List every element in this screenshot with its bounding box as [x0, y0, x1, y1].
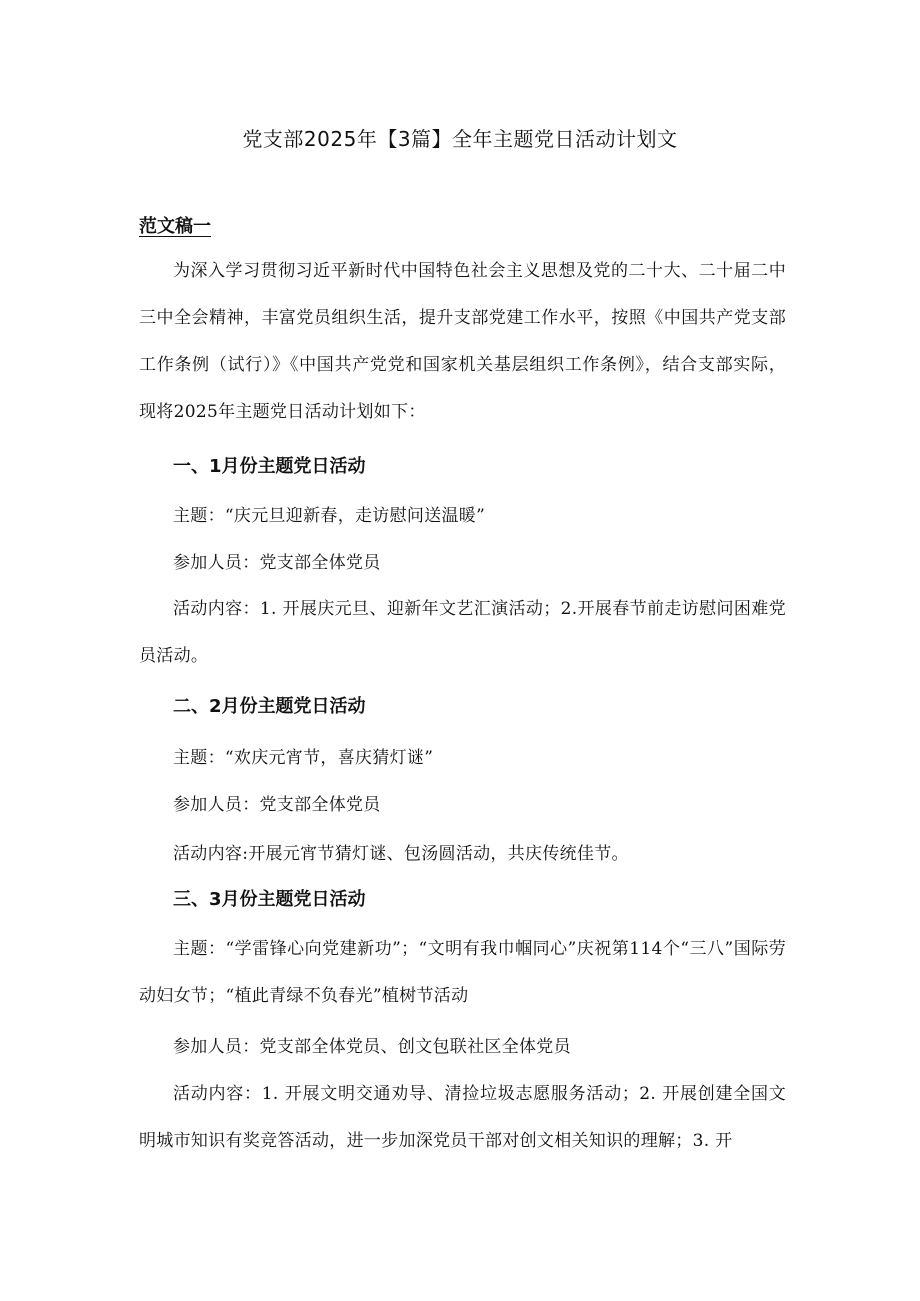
month3-content: 活动内容：1. 开展文明交通劝导、清捡垃圾志愿服务活动；2. 开展创建全国文明城市知识有奖竞答活动，进一步加深党员干部对创文相关知识的理解；3. 开 — [139, 1084, 786, 1151]
month1-heading: 一、1月份主题党日活动 — [173, 456, 366, 477]
intro-paragraph: 为深入学习贯彻习近平新时代中国特色社会主义思想及党的二十大、二十届二中三中全会精神，丰富党员组织生活，提升支部党建工作水平，按照《中国共产党支部工作条例（试行）》《中国共产党党和国家机关基层组织工作条例》，结合支部实际，现将2025年主题党日活动计划如下： — [139, 261, 786, 422]
month2-content: 活动内容:开展元宵节猜灯谜、包汤圆活动，共庆传统佳节。 — [173, 844, 629, 864]
month1-participants: 参加人员：党支部全体党员 — [173, 553, 381, 573]
month1-theme: 主题：“庆元旦迎新春，走访慰问送温暖” — [173, 506, 486, 526]
section-heading: 范文稿一 — [139, 216, 211, 237]
month3-theme: 主题：“学雷锋心向党建新功”；“文明有我巾帼同心”庆祝第114个“三八”国际劳动妇女节；“植此青绿不负春光”植树节活动 — [139, 939, 786, 1006]
month1-content: 活动内容：1. 开展庆元旦、迎新年文艺汇演活动；2.开展春节前走访慰问困难党员活动。 — [139, 599, 786, 666]
month3-participants: 参加人员：党支部全体党员、创文包联社区全体党员 — [173, 1037, 571, 1057]
month2-heading: 二、2月份主题党日活动 — [173, 696, 366, 717]
month2-theme: 主题：“欢庆元宵节，喜庆猜灯谜” — [173, 748, 434, 768]
document-title: 党支部2025年【3篇】全年主题党日活动计划文 — [242, 127, 678, 151]
month2-participants: 参加人员：党支部全体党员 — [173, 795, 381, 815]
month3-heading: 三、3月份主题党日活动 — [173, 889, 366, 910]
